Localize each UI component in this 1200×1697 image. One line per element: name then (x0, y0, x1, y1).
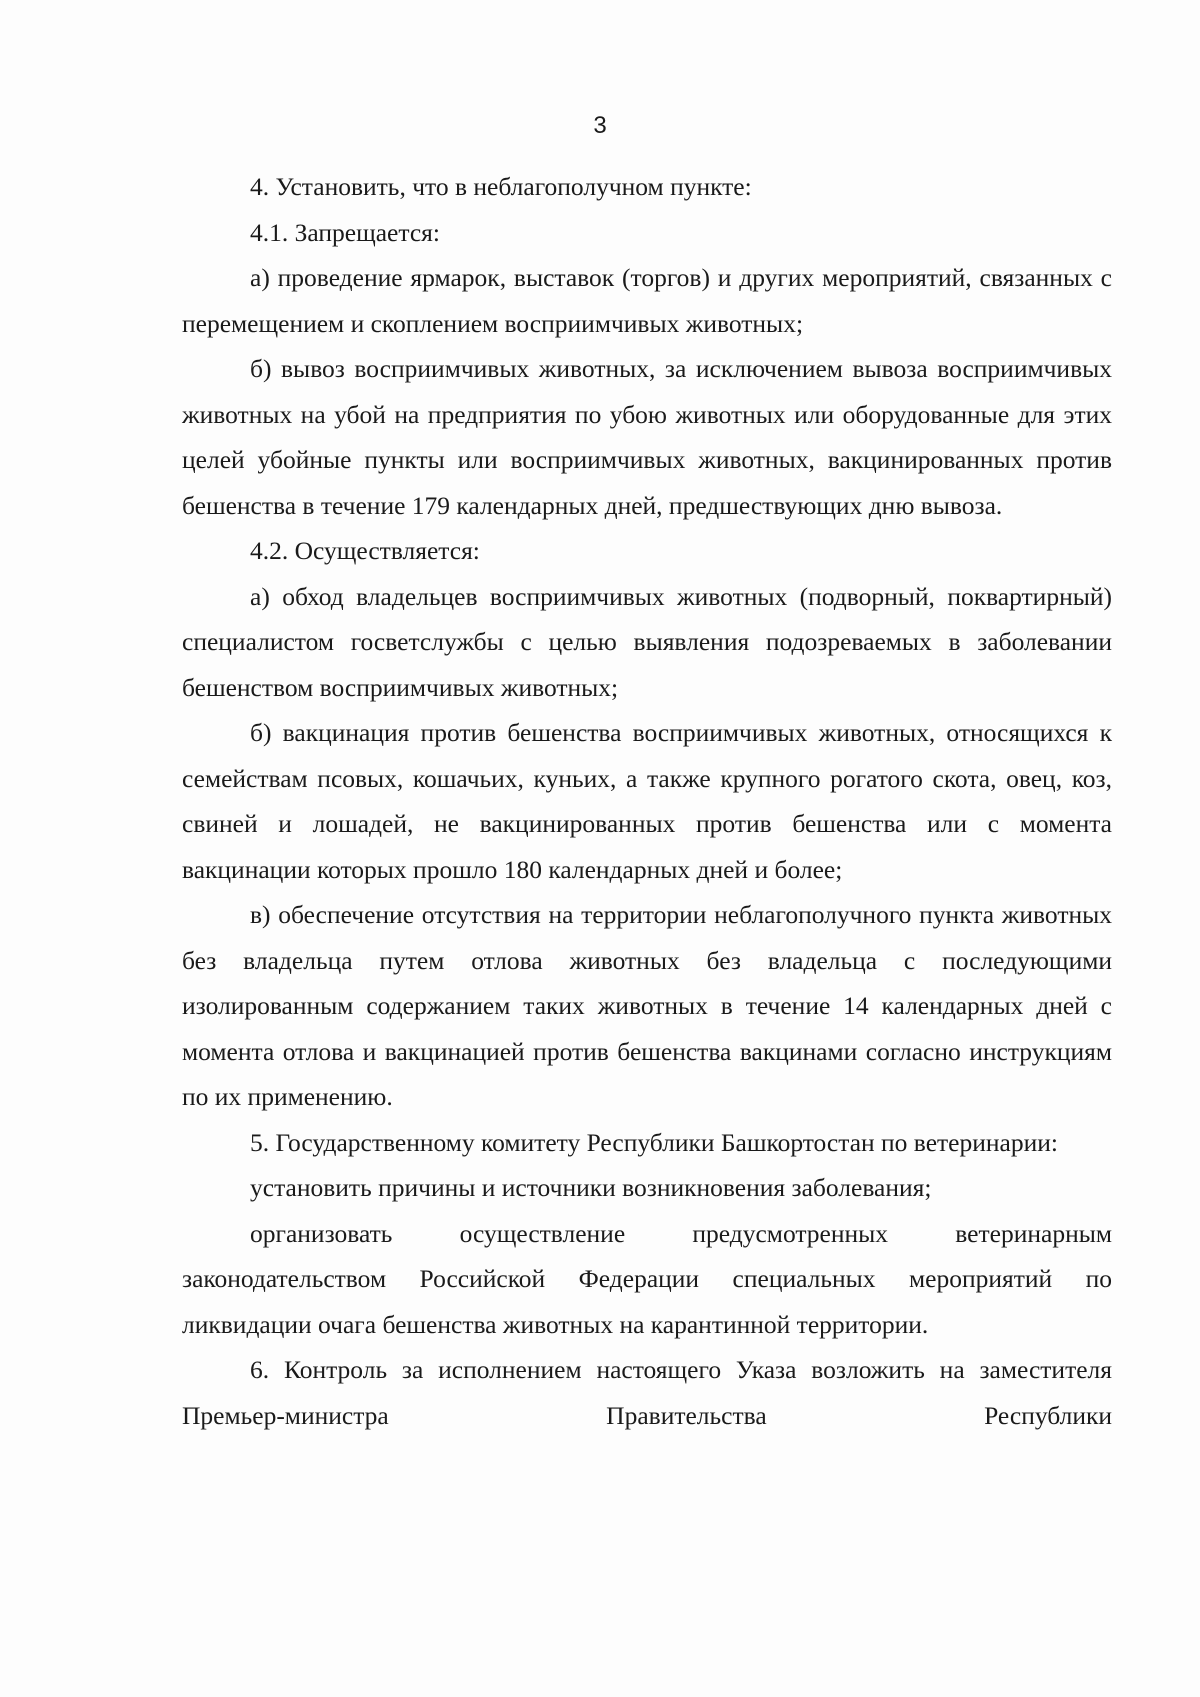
paragraph-6: 6. Контроль за исполнением настоящего Указа возложить на заместителя Премьер-министра Правительства Республики (182, 1355, 1112, 1430)
paragraph-4-2-b: б) вакцинация против бешенства восприимчивых животных, относящихся к семействам псовых, кошачьих, куньих, а также крупного рогатого скота, овец, коз, свиней и лошадей, не вакцинированных против бешенства или с момента вакцинации которых прошло 180 календарных дней и более; (182, 718, 1112, 884)
paragraph-4-2-a: а) обход владельцев восприимчивых животных (подворный, поквартирный) специалистом госветслужбы с целью выявления подозреваемых в заболевании бешенством восприимчивых животных; (182, 581, 1112, 702)
paragraph-4-1-b: б) вывоз восприимчивых животных, за исключением вывоза восприимчивых животных на убой на предприятия по убою животных или оборудованные для этих целей убойные пункты или восприимчивых животных, вакцинированных против бешенства в течение 179 календарных дней, предшествующих дню вывоза. (182, 354, 1112, 520)
paragraph-4-2: 4.2. Осуществляется: (250, 536, 480, 565)
paragraph-5-cause: установить причины и источники возникновения заболевания; (250, 1173, 932, 1202)
paragraph-4-1-a: а) проведение ярмарок, выставок (торгов) и других мероприятий, связанных с перемещением и скоплением восприимчивых животных; (182, 263, 1112, 338)
paragraph-5-organize: организовать осуществление предусмотренных ветеринарным законодательством Российской Федерации специальных мероприятий по ликвидации очага бешенства животных на карантинной территории. (182, 1218, 1112, 1339)
paragraph-4-1: 4.1. Запрещается: (250, 217, 440, 247)
paragraph-4: 4. Установить, что в неблагополучном пункте: (250, 172, 752, 201)
document-body (182, 164, 1112, 1438)
paragraph-4-2-v: в) обеспечение отсутствия на территории неблагополучного пункта животных без владельца путем отлова животных без владельца с последующими изолированным содержанием таких животных в течение 14 календарных дней с момента отлова и вакцинацией против бешенства вакцинами согласно инструкциям по их применению. (182, 900, 1112, 1111)
page-number: 3 (593, 112, 607, 139)
paragraph-5: 5. Государственному комитету Республики Башкортостан по ветеринарии: (250, 1127, 1058, 1157)
